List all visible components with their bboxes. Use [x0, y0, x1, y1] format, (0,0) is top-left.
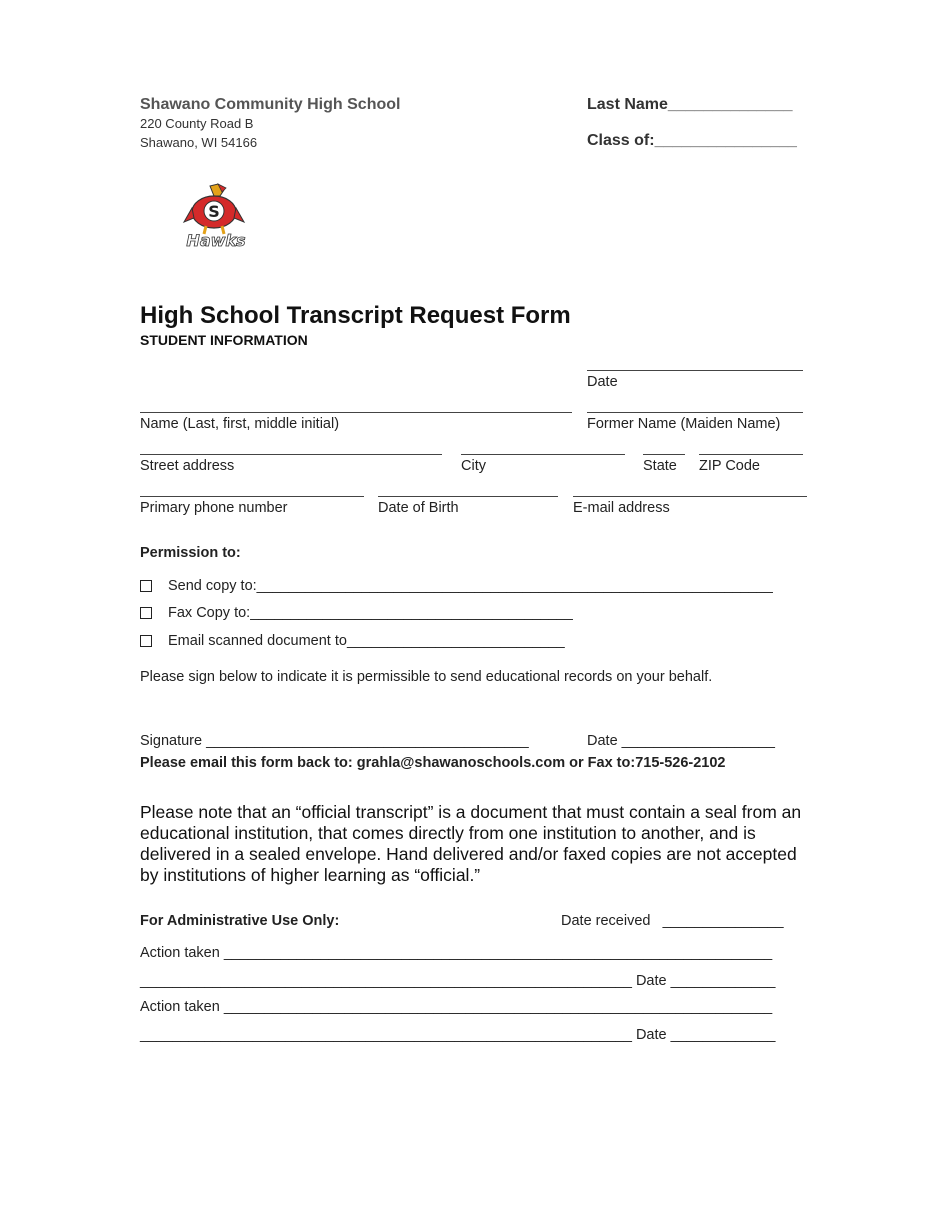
address-line-2: Shawano, WI 54166	[140, 135, 258, 150]
last-name-field[interactable]	[587, 96, 793, 114]
admin-date-label-2: Date	[635, 1027, 667, 1043]
action-taken-blank-1[interactable]: ____________________________________________________________________	[223, 945, 773, 961]
continuation-row-1	[140, 973, 775, 989]
state-input-line[interactable]	[643, 454, 685, 455]
street-label: Street address	[140, 458, 235, 474]
fax-copy-checkbox[interactable]	[140, 607, 152, 619]
date-input-line[interactable]	[587, 370, 803, 371]
date-received-label: Date received	[561, 913, 651, 929]
phone-input-line[interactable]	[140, 496, 364, 497]
admin-date-blank-2[interactable]: _____________	[670, 1027, 776, 1043]
send-copy-option	[168, 578, 773, 594]
date-received-row	[561, 913, 784, 929]
fax-copy-label: Fax Copy to:	[168, 605, 251, 621]
fax-copy-blank[interactable]: ________________________________________	[250, 605, 573, 621]
last-name-label: Last Name	[587, 96, 668, 113]
address-line-1: 220 County Road B	[140, 116, 254, 131]
phone-label: Primary phone number	[140, 500, 288, 516]
email-scan-blank[interactable]: ___________________________	[346, 633, 565, 649]
zip-label: ZIP Code	[699, 458, 760, 474]
class-of-label: Class of:	[587, 132, 655, 149]
logo-letter: S	[208, 202, 220, 221]
sign-instruction: Please sign below to indicate it is permissible to send educational records on your behalf.	[140, 669, 713, 685]
signature-row	[140, 733, 529, 749]
continuation-blank-1[interactable]: _____________________________________________________________	[140, 973, 632, 989]
form-title: High School Transcript Request Form	[140, 302, 571, 329]
email-scan-option	[168, 633, 565, 649]
signature-date-row	[587, 733, 775, 749]
class-of-blank: ________________	[654, 132, 797, 149]
name-label: Name (Last, first, middle initial)	[140, 416, 340, 432]
date-received-blank[interactable]: _______________	[662, 913, 784, 929]
city-label: City	[461, 458, 486, 474]
name-input-line[interactable]	[140, 412, 572, 413]
continuation-blank-2[interactable]: _____________________________________________________________	[140, 1027, 632, 1043]
city-input-line[interactable]	[461, 454, 625, 455]
state-label: State	[643, 458, 677, 474]
continuation-row-2	[140, 1027, 775, 1043]
former-name-input-line[interactable]	[587, 412, 803, 413]
fax-copy-option	[168, 605, 573, 621]
email-input-line[interactable]	[573, 496, 807, 497]
admin-date-label-1: Date	[635, 973, 667, 989]
dob-input-line[interactable]	[378, 496, 558, 497]
class-of-field[interactable]	[587, 132, 797, 150]
former-name-label: Former Name (Maiden Name)	[587, 416, 781, 432]
logo-text: Hawks	[186, 231, 246, 250]
action-taken-blank-2[interactable]: ____________________________________________________________________	[223, 999, 773, 1015]
section-title: STUDENT INFORMATION	[140, 332, 308, 348]
email-scan-label: Email scanned document to	[168, 633, 347, 649]
official-transcript-note: Please note that an “official transcript” is a document that must contain a seal from an educational institution, that comes directly from one institution to another, and is delivered in a sealed envelope. Hand delivered and/or faxed copies are not accepted by institutions of higher learning as “official.”	[140, 802, 802, 885]
zip-input-line[interactable]	[699, 454, 803, 455]
admin-heading: For Administrative Use Only:	[140, 913, 340, 929]
admin-date-blank-1[interactable]: _____________	[670, 973, 776, 989]
send-copy-blank[interactable]: ________________________________________________________________	[256, 578, 773, 594]
permission-heading: Permission to:	[140, 545, 241, 561]
street-input-line[interactable]	[140, 454, 442, 455]
action-taken-label-1: Action taken	[140, 945, 220, 961]
email-back-instruction: Please email this form back to: grahla@shawanoschools.com or Fax to:715-526-2102	[140, 755, 726, 771]
signature-date-blank[interactable]: ___________________	[621, 733, 775, 749]
date-label: Date	[587, 374, 618, 390]
hawks-logo	[180, 182, 248, 252]
signature-date-label: Date	[587, 733, 618, 749]
action-taken-row-1	[140, 945, 772, 961]
school-name: Shawano Community High School	[140, 96, 401, 113]
last-name-blank: ______________	[667, 96, 793, 113]
signature-blank[interactable]: ________________________________________	[206, 733, 529, 749]
signature-label: Signature	[140, 733, 203, 749]
send-copy-label: Send copy to:	[168, 578, 257, 594]
email-scan-checkbox[interactable]	[140, 635, 152, 647]
action-taken-label-2: Action taken	[140, 999, 220, 1015]
dob-label: Date of Birth	[378, 500, 459, 516]
hawk-mascot-icon	[180, 182, 248, 252]
action-taken-row-2	[140, 999, 772, 1015]
email-label: E-mail address	[573, 500, 670, 516]
send-copy-checkbox[interactable]	[140, 580, 152, 592]
